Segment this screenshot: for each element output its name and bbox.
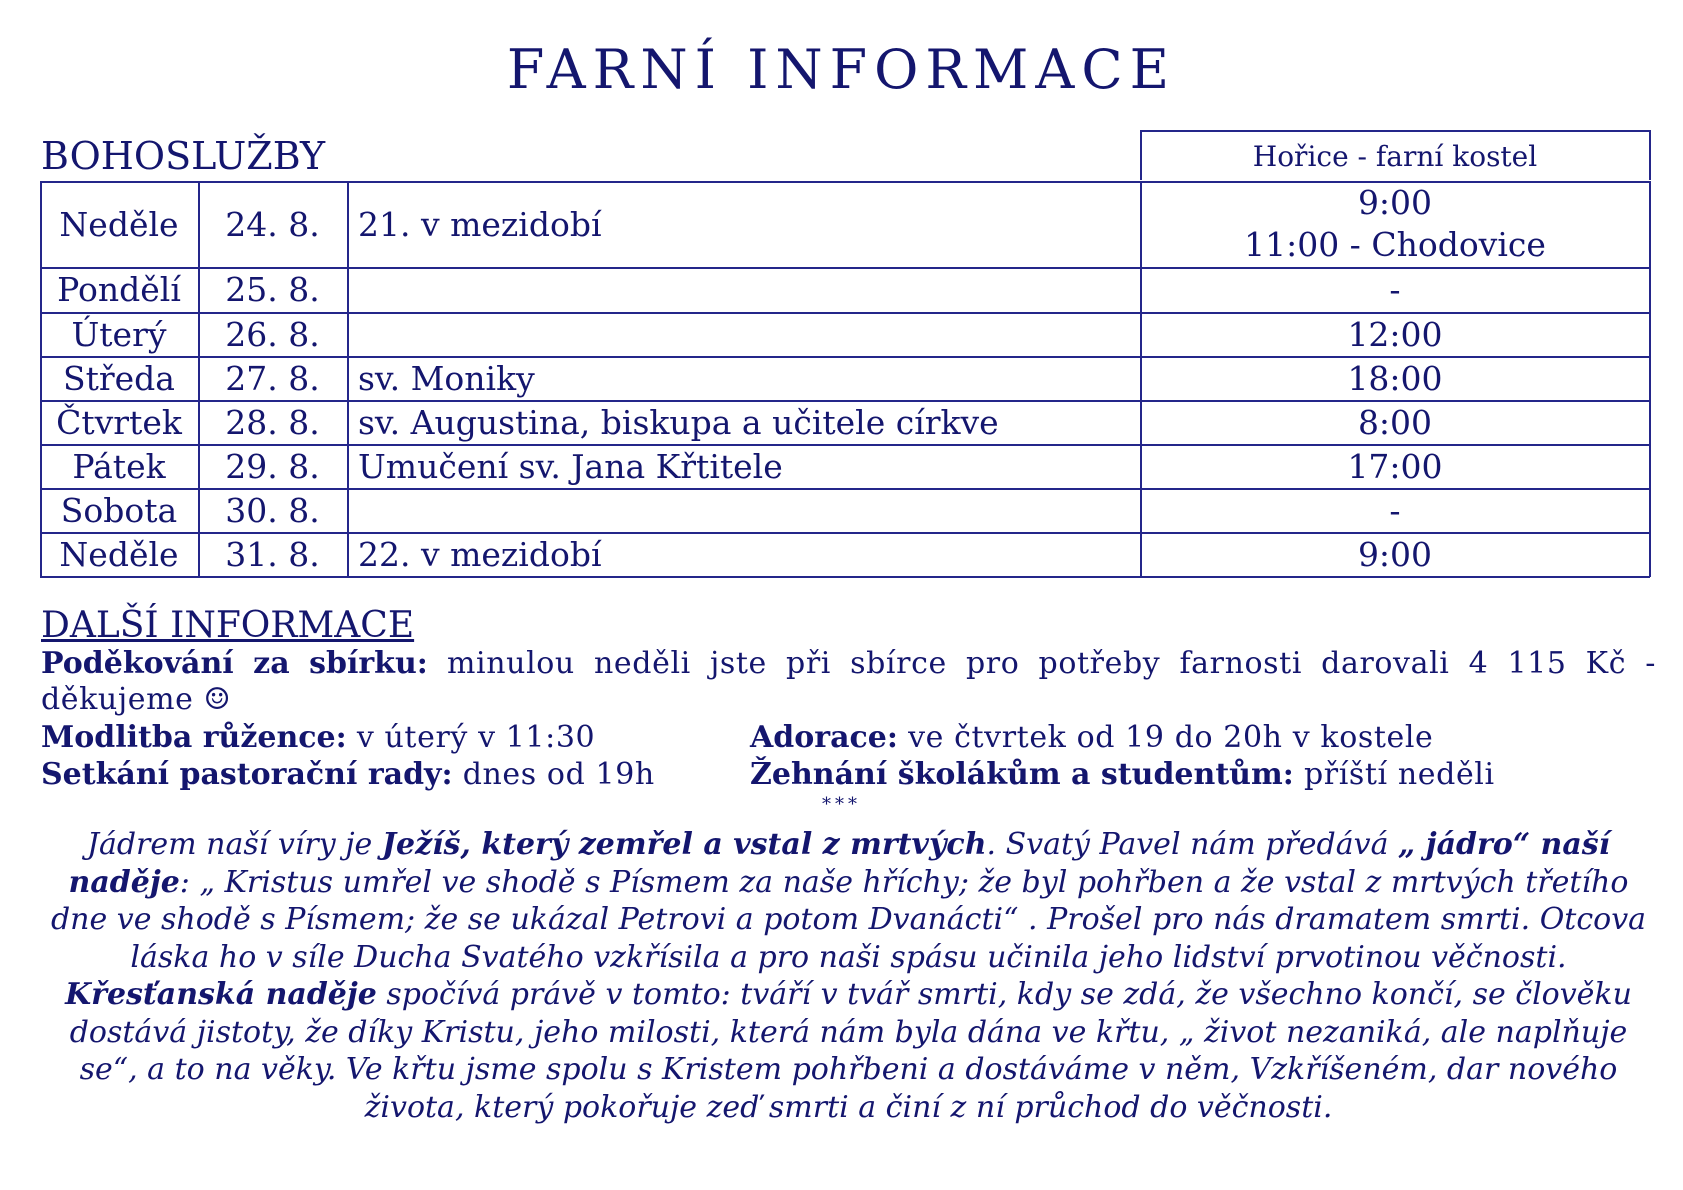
info-heading: DALŠÍ INFORMACE: [41, 605, 415, 646]
church-header: Hořice - farní kostel: [1252, 139, 1538, 173]
time-line: 9:00: [1357, 183, 1433, 222]
time-cell: [1140, 181, 1650, 267]
day-cell: Středa: [63, 358, 175, 398]
date-cell: 30. 8.: [225, 490, 320, 530]
feast-cell: 22. v mezidobí: [358, 534, 602, 574]
day-cell: Pátek: [72, 446, 166, 486]
adoration-label: Adorace:: [750, 720, 898, 755]
time-cell: 17:00: [1347, 446, 1443, 486]
date-cell: 28. 8.: [225, 402, 320, 442]
feast-cell: sv. Moniky: [358, 358, 535, 398]
time-cell: -: [1389, 270, 1401, 309]
day-cell: Neděle: [59, 534, 179, 574]
thanks-text: minulou neděli jste při sbírce pro potřeby farnosti darovali 4 115 Kč - děkujeme ☺: [41, 646, 1656, 717]
thanks-label: Poděkování za sbírku:: [41, 646, 428, 681]
day-cell: Úterý: [71, 314, 167, 354]
date-cell: 26. 8.: [225, 314, 320, 354]
day-cell: Čtvrtek: [56, 402, 182, 442]
day-cell: Pondělí: [57, 270, 181, 309]
day-cell: Neděle: [59, 204, 179, 244]
reflection-part: spočívá právě v tomto: tváří v tvář smrti, kdy se zdá, že všechno končí, se člověku dostává jistoty, že díky Kristu, jeho milosti, která nám byla dána ve křtu, „ život nezaniká, ale naplňuje se“, a to na věky. Ve křtu jsme spolu s Kristem pohřbeni a dostáváme v něm, Vzkříšeném, dar nového života, který pokořuje zeď smrti a činí z ní průchod do věčnosti.: [69, 977, 1632, 1125]
page-title: FARNÍ INFORMACE: [506, 38, 1177, 101]
feast-cell: sv. Augustina, biskupa a učitele církve: [358, 402, 999, 442]
council-note: [41, 757, 655, 793]
thanks-note: [41, 646, 1656, 718]
council-label: Setkání pastorační rady:: [41, 757, 453, 792]
date-cell: 27. 8.: [225, 358, 320, 398]
date-cell: 29. 8.: [225, 446, 320, 486]
reflection-emphasis: „ jádro“ naší naděje: [68, 827, 1611, 900]
time-cell: 18:00: [1347, 358, 1443, 398]
date-cell: 25. 8.: [225, 270, 320, 309]
feast-cell: Umučení sv. Jana Křtitele: [358, 446, 783, 486]
feast-cell: [347, 267, 1140, 312]
adoration-text: ve čtvrtek od 19 do 20h v kostele: [897, 720, 1434, 755]
time-cell: 9:00: [1357, 534, 1433, 574]
date-cell: 31. 8.: [225, 534, 320, 574]
reflection-part: : „ Kristus umřel ve shodě s Písmem za naše hříchy; že byl pohřben a že vstal z mrtvých třetího dne ve shodě s Písmem; že se ukázal Petrovi a potom Dvanácti“ . Prošel pro nás dramatem smrti. Otcova láska ho v síle Ducha Svatého vzkřísila a pro naši spásu učinila jeho lidství prvotinou věčnosti.: [50, 864, 1647, 975]
reflection-emphasis: Křesťanská naděje: [65, 977, 377, 1012]
council-text: dnes od 19h: [452, 757, 655, 792]
day-cell: Sobota: [60, 490, 178, 530]
rosary-label: Modlitba růžence:: [41, 720, 347, 755]
separator: ***: [822, 794, 861, 815]
feast-cell: [347, 488, 1140, 532]
blessing-label: Žehnání školákům a studentům:: [750, 757, 1294, 792]
adoration-note: [750, 720, 1433, 756]
blessing-note: [750, 757, 1495, 793]
services-heading: BOHOSLUŽBY: [41, 134, 326, 178]
feast-cell: [347, 312, 1140, 356]
feast-cell: 21. v mezidobí: [358, 204, 602, 244]
date-cell: 24. 8.: [225, 204, 320, 244]
time-cell: -: [1389, 490, 1401, 530]
reflection-text: [41, 826, 1656, 1126]
rosary-text: v úterý v 11:30: [346, 720, 596, 755]
blessing-text: příští neděli: [1293, 757, 1495, 792]
time-line: 11:00 - Chodovice: [1244, 225, 1546, 264]
reflection-emphasis: Ježíš, který zemřel a vstal z mrtvých: [381, 827, 987, 862]
time-cell: 8:00: [1357, 402, 1433, 442]
table-border: [40, 576, 1650, 578]
time-cell: 12:00: [1347, 314, 1443, 354]
reflection-part: . Svatý Pavel nám předává: [986, 827, 1399, 862]
rosary-note: [41, 720, 595, 756]
reflection-part: Jádrem naší víry je: [86, 827, 382, 862]
